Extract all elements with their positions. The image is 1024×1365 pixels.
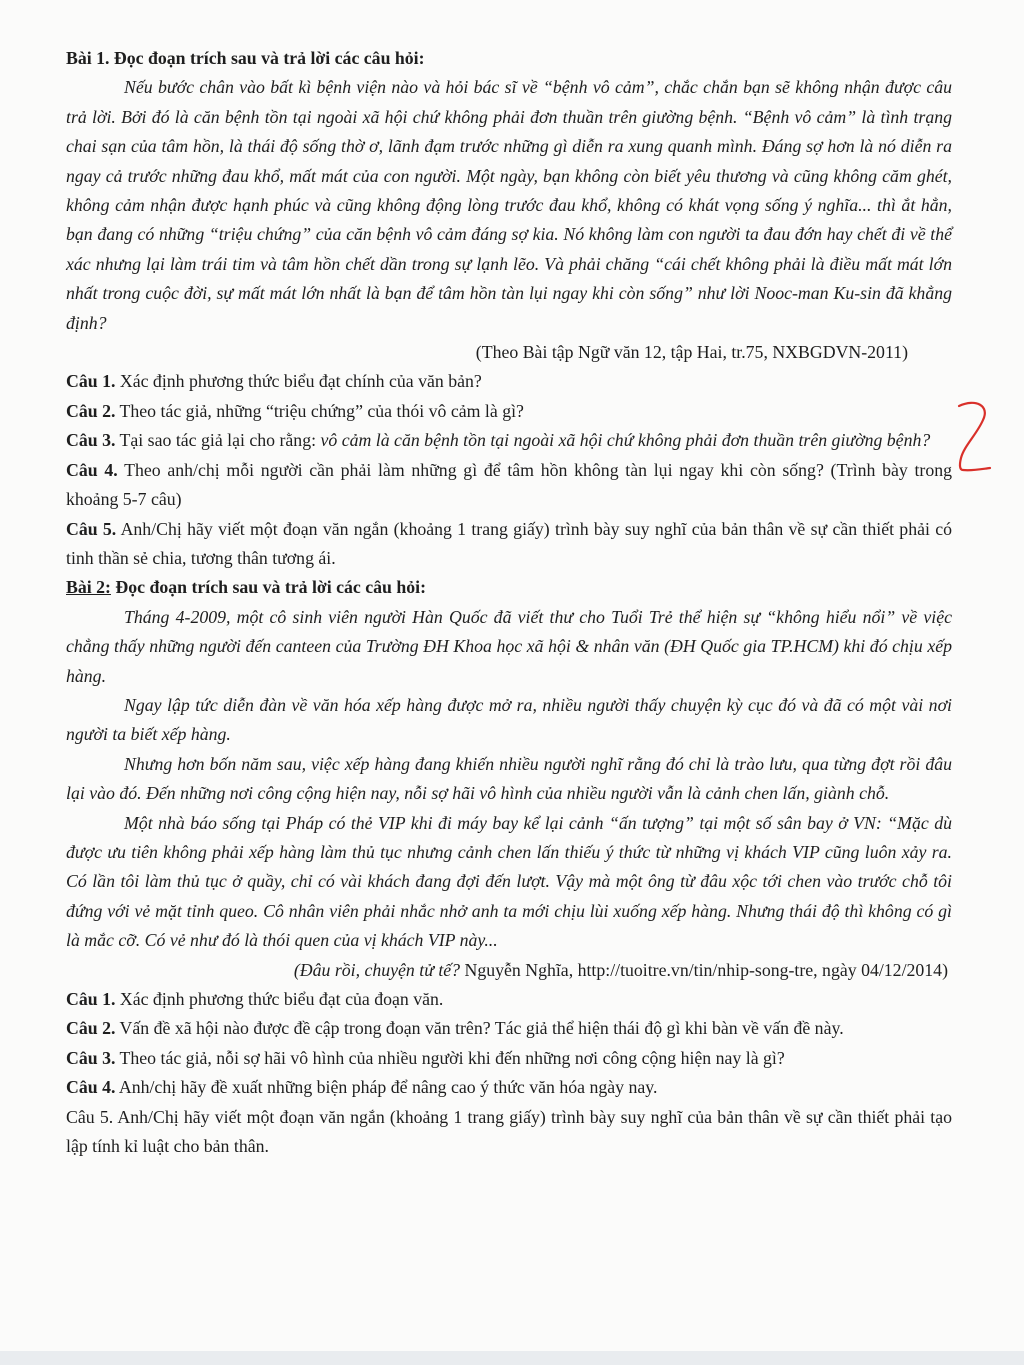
question-label: Câu 3. [66, 430, 116, 451]
question-label: Câu 5. [66, 518, 117, 539]
question-text: Theo tác giả, nỗi sợ hãi vô hình của nhiều người khi đến những nơi công cộng hiện nay là gì? [119, 1047, 785, 1068]
handwritten-bracket-icon [950, 398, 996, 476]
bai1-passage: Nếu bước chân vào bất kì bệnh viện nào và hỏi bác sĩ về “bệnh vô cảm”, chắc chắn bạn sẽ không nhận được câu trả lời. Bởi đó là căn bệnh tồn tại ngoài xã hội chứ không phải đơn thuần trên giường bệnh. “Bệnh vô cảm” là tình trạng chai sạn của tâm hồn, là thái độ sống thờ ơ, lãnh đạm trước những gì diễn ra xung quanh mình. Đáng sợ hơn là nó diễn ra ngay cả trước những đau khổ, mất mát của con người. Một ngày, bạn không còn biết yêu thương và cũng không căm ghét, không cảm nhận được hạnh phúc và cũng không động lòng trước đau khổ, không có khát vọng sống ý nghĩa... thì ắt hẳn, bạn đang có những “triệu chứng” của căn bệnh vô cảm đáng sợ kia. Nó không làm con người ta đau đớn hay chết đi về thể xác nhưng lại làm trái tim và tâm hồn chết dần trong sự lạnh lẽo. Và phải chăng “cái chết không phải là điều mất mát lớn nhất trong cuộc đời, sự mất mát lớn nhất là bạn để tâm hồn tàn lụi ngay khi còn sống” như lời Nooc-man Ku-sin đã khẳng định? [66, 77, 952, 333]
bai2-paragraph-1: Tháng 4-2009, một cô sinh viên người Hàn Quốc đã viết thư cho Tuổi Trẻ thể hiện sự “không hiểu nổi” về việc chẳng thấy những người đến canteen của Trường ĐH Khoa học xã hội & nhân văn (ĐH Quốc gia TP.HCM) khi đó chịu xếp hàng. [66, 606, 952, 686]
bai2-question-4 [66, 1073, 952, 1102]
question-text: Anh/Chị hãy viết một đoạn văn ngắn (khoảng 1 trang giấy) trình bày suy nghĩ của bản thân về sự cần thiết phải có tinh thần sẻ chia, tương thân tương ái. [66, 518, 952, 568]
question-text: Tại sao tác giả lại cho rằng: [119, 430, 317, 451]
question-text: Vấn đề xã hội nào được đề cập trong đoạn văn trên? Tác giả thể hiện thái độ gì khi bàn về vấn đề này. [119, 1018, 844, 1039]
question-label: Câu 4. [66, 459, 118, 480]
bai1-question-1 [66, 367, 952, 396]
bai2-source-title: (Đâu rồi, chuyện tử tế? [293, 959, 461, 980]
bai2-paragraph-4: Một nhà báo sống tại Pháp có thẻ VIP khi đi máy bay kể lại cảnh “ấn tượng” tại một số sân bay ở VN: “Mặc dù được ưu tiên không phải xếp hàng làm thủ tục nhưng cảnh chen lấn thiếu ý thức từ những vị khách VIP cũng luôn xảy ra. Có lần tôi làm thủ tục ở quầy, chỉ có vài khách đang đợi đến lượt. Vậy mà một ông từ đâu xộc tới chen vào trước chỗ tôi đứng với vẻ mặt tỉnh queo. Cô nhân viên phải nhắc nhở anh ta mới chịu lùi xuống xếp hàng. Nhưng thái độ thì không có gì là mắc cỡ. Có vẻ như đó là thói quen của vị khách VIP này... [66, 812, 952, 951]
question-text: Theo tác giả, những “triệu chứng” của thói vô cảm là gì? [119, 400, 524, 421]
bai1-source: (Theo Bài tập Ngữ văn 12, tập Hai, tr.75, NXBGDVN-2011) [475, 342, 908, 363]
question-label: Câu 3. [66, 1047, 116, 1068]
bai2-question-5: Câu 5. Anh/Chị hãy viết một đoạn văn ngắn (khoảng 1 trang giấy) trình bày suy nghĩ của bản thân về sự cần thiết phải tạo lập tính kỉ luật cho bản thân. [66, 1106, 952, 1157]
question-label: Câu 1. [66, 371, 116, 392]
bai2-paragraph-3: Nhưng hơn bốn năm sau, việc xếp hàng đang khiến nhiều người nghĩ rằng đó chỉ là trào lưu, qua từng đợt rồi đâu lại vào đó. Đến những nơi công cộng hiện nay, nỗi sợ hãi vô hình của nhiều người vẫn là cảnh chen lấn, giành chỗ. [66, 753, 952, 804]
bai1-question-2 [66, 397, 952, 426]
bai2-title-label: Bài 2: [66, 577, 111, 598]
bai2-question-3 [66, 1044, 952, 1073]
question-quote: vô cảm là căn bệnh tồn tại ngoài xã hội chứ không phải đơn thuần trên giường bệnh? [320, 430, 931, 451]
question-text: Xác định phương thức biểu đạt chính của văn bản? [119, 371, 482, 392]
bai2-title [66, 573, 952, 602]
question-label: Câu 4. [66, 1077, 116, 1098]
question-text: Xác định phương thức biểu đạt của đoạn văn. [119, 989, 444, 1009]
bai1-title: Bài 1. Đọc đoạn trích sau và trả lời các câu hỏi: [66, 48, 425, 68]
bai2-source [66, 956, 952, 985]
worksheet [66, 44, 952, 1161]
question-label: Câu 2. [66, 400, 116, 421]
bai1-question-3 [66, 426, 952, 455]
bai2-question-1 [66, 985, 952, 1014]
question-label: Câu 1. [66, 989, 116, 1009]
page-edge [0, 1351, 1024, 1365]
question-text: Anh/chị hãy đề xuất những biện pháp để nâng cao ý thức văn hóa ngày nay. [115, 1077, 658, 1098]
bai2-source-details: Nguyễn Nghĩa, http://tuoitre.vn/tin/nhip-song-tre, ngày 04/12/2014) [460, 959, 948, 980]
bai1-question-5 [66, 515, 952, 574]
bai1-question-4 [66, 456, 952, 515]
bai2-paragraph-2: Ngay lập tức diễn đàn về văn hóa xếp hàng được mở ra, nhiều người thấy chuyện kỳ cục đó và đã có một vài nơi người ta biết xếp hàng. [66, 694, 952, 745]
bai2-question-2 [66, 1014, 952, 1043]
bai2-title-rest: Đọc đoạn trích sau và trả lời các câu hỏi: [110, 577, 427, 598]
question-label: Câu 2. [66, 1018, 116, 1039]
question-text: Theo anh/chị mỗi người cần phải làm những gì để tâm hồn không tàn lụi ngay khi còn sống? (Trình bày trong khoảng 5-7 câu) [66, 459, 953, 510]
